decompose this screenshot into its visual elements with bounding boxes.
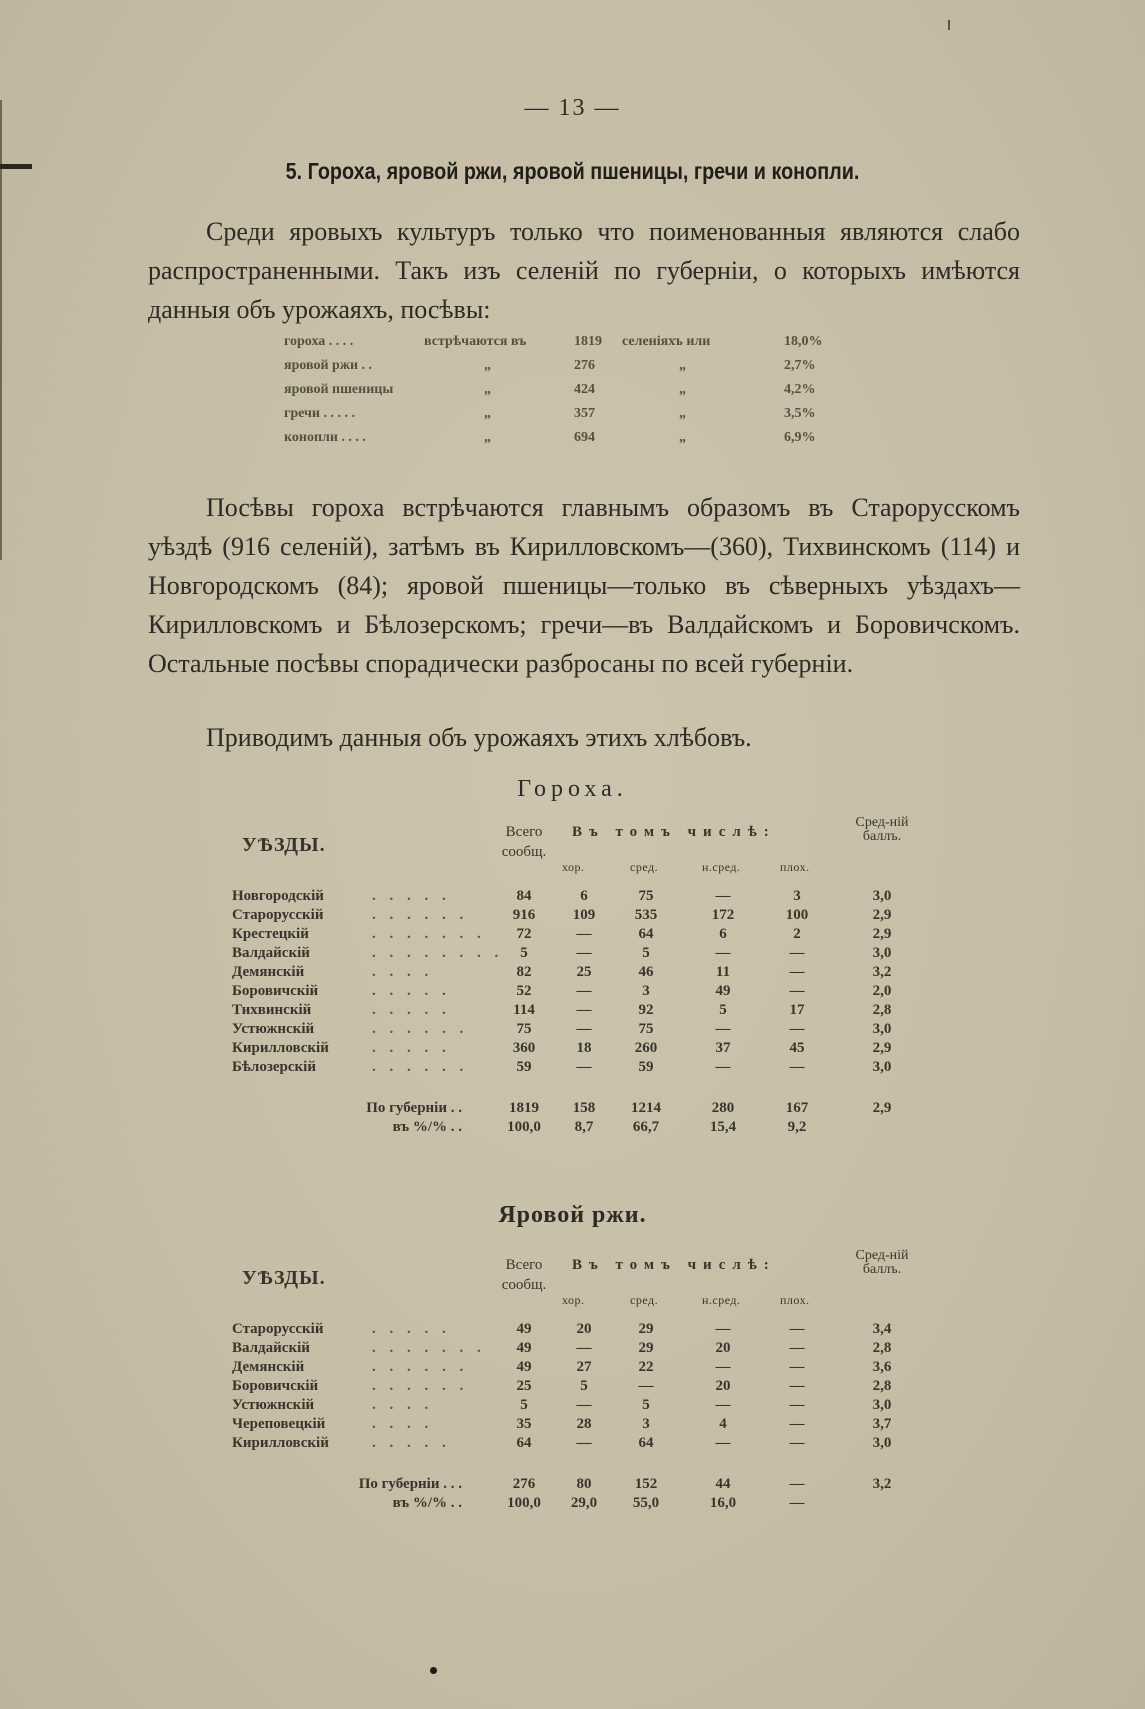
table-row — [232, 1321, 932, 1340]
cell-good: 18 — [576, 1040, 592, 1056]
cell-good: 29,0 — [570, 1495, 598, 1511]
spacer — [232, 1454, 932, 1476]
cell-good: 8,7 — [574, 1119, 594, 1135]
cell-below: — — [715, 1021, 731, 1037]
cell-good: 109 — [572, 907, 596, 923]
cell-below: — — [715, 1397, 731, 1413]
ink-dot — [430, 1667, 437, 1674]
cell-medium: 29 — [638, 1340, 654, 1356]
district-name: По губернiи . . — [366, 1100, 462, 1116]
cell-avg: 3,0 — [872, 1435, 892, 1451]
occurrence-unit: „ — [679, 358, 686, 373]
occurrence-verb: встрѣчаются въ — [424, 334, 527, 349]
speck — [948, 20, 950, 30]
cell-total: 5 — [520, 1397, 528, 1413]
occurrence-unit: селенiяхъ или — [622, 334, 711, 349]
cell-bad: — — [789, 983, 805, 999]
table-row — [232, 945, 932, 964]
cell-bad: — — [789, 1321, 805, 1337]
cell-avg: 3,2 — [872, 1476, 892, 1492]
header-good: хор. — [562, 1293, 585, 1307]
header-bad: плох. — [780, 860, 810, 874]
occurrence-count: 694 — [574, 430, 595, 445]
cell-below: 172 — [711, 907, 735, 923]
district-name: Крестецкiй — [232, 926, 309, 942]
cell-good: 80 — [576, 1476, 592, 1492]
leader-dots: . . . . . . . . — [372, 945, 504, 961]
header-average: Сред-нiй баллъ. — [855, 1248, 909, 1277]
occurrence-row — [284, 382, 904, 406]
cell-medium: 92 — [638, 1002, 654, 1018]
margin-mark — [0, 164, 32, 169]
cell-medium: 5 — [642, 1397, 650, 1413]
cell-avg: 2,8 — [872, 1002, 892, 1018]
cell-good: — — [576, 1340, 592, 1356]
cell-medium: 55,0 — [632, 1495, 660, 1511]
leader-dots: . . . . . — [372, 1040, 451, 1056]
cell-below: 5 — [719, 1002, 727, 1018]
district-name: Устюжнскiй — [232, 1021, 315, 1037]
cell-total: 100,0 — [507, 1119, 541, 1135]
table-row — [232, 907, 932, 926]
cell-below: 44 — [715, 1476, 731, 1492]
cell-medium: 3 — [642, 983, 650, 999]
occurrence-count: 424 — [574, 382, 595, 397]
leader-dots: . . . . — [372, 1397, 434, 1413]
table-row — [232, 1378, 932, 1397]
cell-below: 16,0 — [709, 1495, 737, 1511]
header-total: Всего сообщ. — [501, 824, 547, 860]
crop-occurrence-table — [284, 334, 904, 454]
total-row — [232, 1100, 932, 1119]
cell-total: 49 — [516, 1359, 532, 1375]
cell-avg: 3,0 — [872, 1059, 892, 1075]
table-row — [232, 1416, 932, 1435]
binding-edge — [0, 100, 2, 560]
district-name: Череповецкiй — [232, 1416, 326, 1432]
cell-medium: 3 — [642, 1416, 650, 1432]
cell-total: 5 — [520, 945, 528, 961]
table-header — [232, 1248, 932, 1321]
cell-below: — — [715, 1321, 731, 1337]
cell-bad: — — [789, 1435, 805, 1451]
district-name: Старорусскiй — [232, 907, 324, 923]
cell-good: 6 — [580, 888, 588, 904]
cell-medium: 59 — [638, 1059, 654, 1075]
leader-dots: . . . . . . . — [372, 1340, 486, 1356]
paragraph-intro — [148, 212, 1020, 329]
occurrence-verb: „ — [484, 382, 491, 397]
occurrence-crop: гороха . . . . — [284, 334, 354, 349]
occurrence-percent: 4,2% — [784, 382, 816, 397]
cell-good: 28 — [576, 1416, 592, 1432]
occurrence-crop: яровой ржи . . — [284, 358, 373, 373]
cell-avg: 3,4 — [872, 1321, 892, 1337]
cell-avg: 3,0 — [872, 888, 892, 904]
cell-medium: 535 — [634, 907, 658, 923]
cell-good: — — [576, 1435, 592, 1451]
leader-dots: . . . . . . — [372, 1359, 469, 1375]
district-name: Валдайскiй — [232, 1340, 310, 1356]
cell-avg: 3,6 — [872, 1359, 892, 1375]
leader-dots: . . . . — [372, 1416, 434, 1432]
header-good: хор. — [562, 860, 585, 874]
cell-below: 49 — [715, 983, 731, 999]
cell-below: 11 — [715, 964, 731, 980]
cell-avg: 3,0 — [872, 945, 892, 961]
header-total: Всего сообщ. — [501, 1257, 547, 1293]
cell-total: 276 — [512, 1476, 536, 1492]
cell-medium: 260 — [634, 1040, 658, 1056]
occurrence-count: 357 — [574, 406, 595, 421]
district-name: Бѣлозерскiй — [232, 1059, 316, 1075]
cell-bad: 167 — [785, 1100, 809, 1116]
cell-good: 27 — [576, 1359, 592, 1375]
district-name: Старорусскiй — [232, 1321, 324, 1337]
table-row — [232, 1397, 932, 1416]
table-row — [232, 1059, 932, 1078]
cell-bad: 3 — [793, 888, 801, 904]
cell-good: — — [576, 945, 592, 961]
cell-total: 64 — [516, 1435, 532, 1451]
cell-below: — — [715, 1435, 731, 1451]
cell-good: 5 — [580, 1378, 588, 1394]
cell-medium: 46 — [638, 964, 654, 980]
paragraph-distribution-text: Посѣвы гороха встрѣчаются главнымъ образомъ въ Старорусскомъ уѣздѣ (916 селенiй), затѣмъ въ Кирилловскомъ—(360), Тихвинскомъ (114) и Новгородскомъ (84); яровой пшеницы—только въ сѣверныхъ уѣздахъ—Кирилловскомъ и Бѣлозерскомъ; гречи—въ Валдайскомъ и Боровичскомъ. Остальные посѣвы спорадически разбросаны по всей губернiи. — [148, 493, 1020, 678]
district-name: Новгородскiй — [232, 888, 324, 904]
district-name: Кирилловскiй — [232, 1040, 329, 1056]
leader-dots: . . . . . . — [372, 1059, 469, 1075]
cell-total: 360 — [512, 1040, 536, 1056]
leader-dots: . . . . . . — [372, 1021, 469, 1037]
table-row — [232, 1435, 932, 1454]
cell-good: — — [576, 1021, 592, 1037]
cell-bad: 2 — [793, 926, 801, 942]
percent-row — [232, 1119, 932, 1138]
header-medium: сред. — [630, 1293, 659, 1307]
cell-medium: 64 — [638, 926, 654, 942]
cell-avg: 3,0 — [872, 1021, 892, 1037]
cell-total: 35 — [516, 1416, 532, 1432]
district-name: въ %/% . . — [392, 1119, 462, 1135]
cell-medium: 22 — [638, 1359, 654, 1375]
cell-total: 916 — [512, 907, 536, 923]
cell-avg: 2,8 — [872, 1340, 892, 1356]
yield-table-peas — [232, 815, 932, 1138]
paragraph-intro-text: Среди яровыхъ культуръ только что поименованныя являются слабо распространенными. Такъ изъ селенiй по губернiи, о которыхъ имѣются данныя объ урожаяхъ, посѣвы: — [148, 217, 1020, 324]
cell-below: — — [715, 1059, 731, 1075]
yield-table-spring-rye — [232, 1248, 932, 1514]
cell-bad: — — [789, 1359, 805, 1375]
cell-good: — — [576, 1397, 592, 1413]
cell-bad: — — [789, 1021, 805, 1037]
occurrence-verb: „ — [484, 406, 491, 421]
cell-avg: 2,9 — [872, 907, 892, 923]
cell-medium: 1214 — [631, 1100, 661, 1116]
cell-bad: — — [789, 945, 805, 961]
cell-below: 15,4 — [709, 1119, 737, 1135]
district-name: Устюжнскiй — [232, 1397, 315, 1413]
total-row — [232, 1476, 932, 1495]
occurrence-unit: „ — [679, 382, 686, 397]
cell-below: 280 — [711, 1100, 735, 1116]
cell-good: — — [576, 983, 592, 999]
cell-bad: — — [789, 964, 805, 980]
cell-total: 49 — [516, 1340, 532, 1356]
leader-dots: . . . . . — [372, 1435, 451, 1451]
cell-medium: 152 — [634, 1476, 658, 1492]
leader-dots: . . . . . — [372, 983, 451, 999]
district-name: въ %/% . . — [392, 1495, 462, 1511]
cell-medium: 75 — [638, 1021, 654, 1037]
cell-avg: 2,8 — [872, 1378, 892, 1394]
occurrence-row — [284, 334, 904, 358]
cell-medium: 29 — [638, 1321, 654, 1337]
leader-dots: . . . . . — [372, 888, 451, 904]
table-header — [232, 815, 932, 888]
cell-below: 20 — [715, 1340, 731, 1356]
cell-bad: — — [789, 1495, 805, 1511]
cell-total: 49 — [516, 1321, 532, 1337]
cell-total: 100,0 — [507, 1495, 541, 1511]
cell-bad: — — [789, 1476, 805, 1492]
occurrence-crop: яровой пшеницы — [284, 382, 394, 397]
spacer — [232, 1078, 932, 1100]
table-row — [232, 926, 932, 945]
cell-good: — — [576, 1002, 592, 1018]
district-name: Демянскiй — [232, 1359, 305, 1375]
district-name: Демянскiй — [232, 964, 305, 980]
cell-bad: — — [789, 1397, 805, 1413]
occurrence-percent: 6,9% — [784, 430, 816, 445]
cell-medium: 64 — [638, 1435, 654, 1451]
header-district: УѢЗДЫ. — [242, 1267, 326, 1289]
cell-bad: 45 — [789, 1040, 805, 1056]
cell-good: 20 — [576, 1321, 592, 1337]
district-name: По губернiи . . . — [358, 1476, 462, 1492]
cell-bad: 9,2 — [787, 1119, 807, 1135]
occurrence-unit: „ — [679, 406, 686, 421]
table-row — [232, 1040, 932, 1059]
cell-total: 59 — [516, 1059, 532, 1075]
cell-good: 158 — [572, 1100, 596, 1116]
table-row — [232, 1359, 932, 1378]
district-name: Кирилловскiй — [232, 1435, 329, 1451]
occurrence-unit: „ — [679, 430, 686, 445]
cell-avg: 2,9 — [872, 1040, 892, 1056]
cell-total: 84 — [516, 888, 532, 904]
table-title-spring-rye: Яровой ржи. — [498, 1202, 647, 1228]
cell-avg: 2,9 — [872, 1100, 892, 1116]
cell-total: 1819 — [509, 1100, 539, 1116]
cell-medium: 75 — [638, 888, 654, 904]
district-name: Тихвинскiй — [232, 1002, 312, 1018]
header-below-medium: н.сред. — [702, 860, 741, 874]
table-title-peas: Гороха. — [517, 776, 628, 802]
header-below-medium: н.сред. — [702, 1293, 741, 1307]
occurrence-crop: конопли . . . . — [284, 430, 366, 445]
table-row — [232, 1002, 932, 1021]
cell-bad: 100 — [785, 907, 809, 923]
cell-avg: 2,0 — [872, 983, 892, 999]
table-row — [232, 983, 932, 1002]
occurrence-row — [284, 406, 904, 430]
leader-dots: . . . . — [372, 964, 434, 980]
district-name: Валдайскiй — [232, 945, 310, 961]
occurrence-count: 276 — [574, 358, 595, 373]
leader-dots: . . . . . — [372, 1002, 451, 1018]
cell-bad: — — [789, 1378, 805, 1394]
cell-bad: — — [789, 1340, 805, 1356]
cell-bad: 17 — [789, 1002, 805, 1018]
cell-total: 75 — [516, 1021, 532, 1037]
cell-medium: 5 — [642, 945, 650, 961]
header-average: Сред-нiй баллъ. — [855, 815, 909, 844]
occurrence-row — [284, 358, 904, 382]
cell-bad: — — [789, 1416, 805, 1432]
occurrence-row — [284, 430, 904, 454]
occurrence-count: 1819 — [574, 334, 602, 349]
paragraph-distribution — [148, 488, 1020, 683]
cell-good: — — [576, 1059, 592, 1075]
leader-dots: . . . . . . — [372, 1378, 469, 1394]
cell-below: — — [715, 888, 731, 904]
occurrence-percent: 3,5% — [784, 406, 816, 421]
page-number: — 13 — — [524, 95, 621, 121]
percent-row — [232, 1495, 932, 1514]
occurrence-percent: 18,0% — [784, 334, 823, 349]
cell-medium: 66,7 — [632, 1119, 660, 1135]
header-medium: сред. — [630, 860, 659, 874]
table-row — [232, 1340, 932, 1359]
cell-below: 4 — [719, 1416, 727, 1432]
cell-below: — — [715, 945, 731, 961]
header-district: УѢЗДЫ. — [242, 834, 326, 856]
table-row — [232, 888, 932, 907]
cell-below: 20 — [715, 1378, 731, 1394]
leader-dots: . . . . . — [372, 1321, 451, 1337]
cell-avg: 3,2 — [872, 964, 892, 980]
header-including: Въ томъ числѣ: — [572, 824, 776, 840]
cell-avg: 2,9 — [872, 926, 892, 942]
cell-total: 25 — [516, 1378, 532, 1394]
occurrence-verb: „ — [484, 358, 491, 373]
occurrence-verb: „ — [484, 430, 491, 445]
cell-total: 52 — [516, 983, 532, 999]
cell-below: 6 — [719, 926, 727, 942]
occurrence-crop: гречи . . . . . — [284, 406, 355, 421]
district-name: Боровичскiй — [232, 983, 319, 999]
leader-dots: . . . . . . . — [372, 926, 486, 942]
table-row — [232, 1021, 932, 1040]
cell-avg: 3,0 — [872, 1397, 892, 1413]
leader-dots: . . . . . . — [372, 907, 469, 923]
district-name: Боровичскiй — [232, 1378, 319, 1394]
cell-below: 37 — [715, 1040, 731, 1056]
cell-good: 25 — [576, 964, 592, 980]
cell-below: — — [715, 1359, 731, 1375]
occurrence-percent: 2,7% — [784, 358, 816, 373]
cell-total: 114 — [513, 1002, 535, 1018]
paragraph-lead: Приводимъ данныя объ урожаяхъ этихъ хлѣбовъ. — [206, 723, 752, 752]
header-bad: плох. — [780, 1293, 810, 1307]
cell-good: — — [576, 926, 592, 942]
cell-total: 82 — [516, 964, 532, 980]
cell-bad: — — [789, 1059, 805, 1075]
cell-avg: 3,7 — [872, 1416, 892, 1432]
header-including: Въ томъ числѣ: — [572, 1257, 776, 1273]
cell-total: 72 — [516, 926, 532, 942]
table-row — [232, 964, 932, 983]
section-heading: 5. Гороха, яровой ржи, яровой пшеницы, гречи и конопли. — [285, 158, 860, 184]
cell-medium: — — [638, 1378, 654, 1394]
